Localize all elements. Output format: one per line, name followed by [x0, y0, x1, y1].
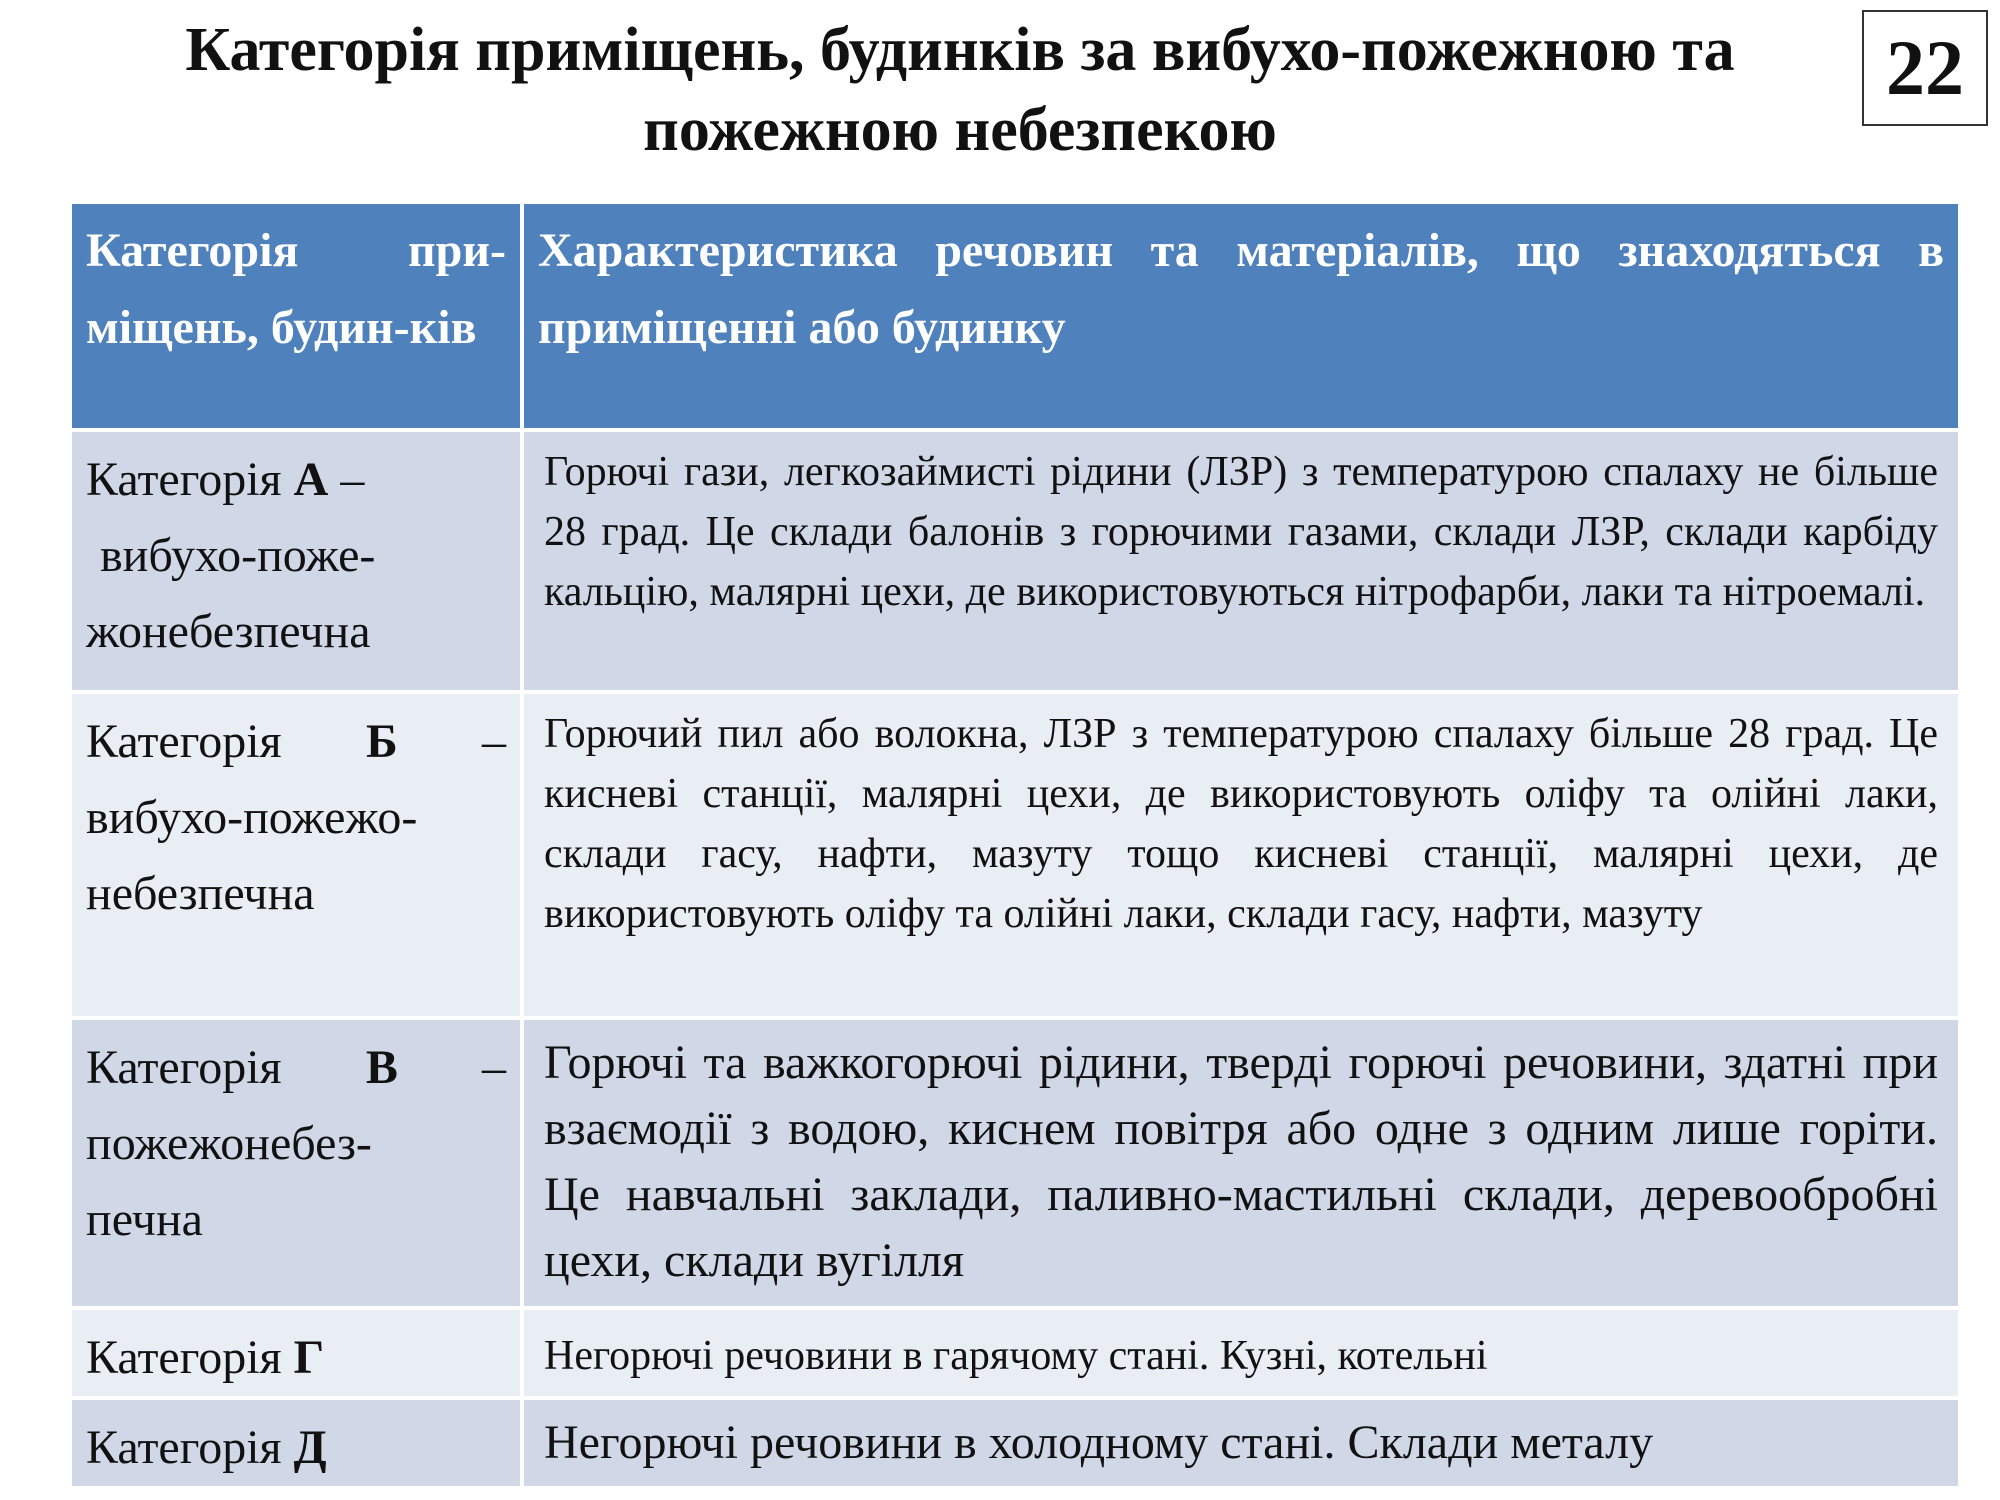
- category-letter: В: [365, 1041, 398, 1094]
- table-row: [70, 1308, 1960, 1398]
- category-cell: [70, 430, 522, 692]
- table-row: [70, 1018, 1960, 1308]
- category-prefix: Категорія: [86, 715, 282, 768]
- table-row: [70, 1398, 1960, 1488]
- category-line: пожежонебез-: [86, 1117, 372, 1170]
- category-prefix: Категорія: [86, 1421, 282, 1474]
- category-dash: –: [482, 715, 506, 768]
- header-characteristic: Характеристика речовин та матеріалів, що знаходяться в приміщенні або будинку: [522, 202, 1960, 430]
- slide-number: 22: [1862, 10, 1988, 126]
- category-dash: –: [340, 453, 365, 506]
- table-header-row: [70, 202, 1960, 430]
- table-row: [70, 430, 1960, 692]
- category-line: вибухо-пожежо-: [86, 791, 418, 844]
- category-letter: А: [293, 453, 329, 506]
- description-cell: Негорючі речовини в гарячому стані. Кузні, котельні: [522, 1308, 1960, 1398]
- category-line: жонебезпечна: [86, 605, 371, 658]
- table-row: [70, 692, 1960, 1018]
- category-letter: Б: [365, 715, 398, 768]
- category-cell: [70, 1398, 522, 1488]
- description-cell: Горючі гази, легкозаймисті рідини (ЛЗР) з температурою спалаху не більше 28 град. Це склади балонів з горючими газами, склади ЛЗР, склади карбіду кальцію, малярні цехи, де використовуються нітрофарби, лаки та нітроемалі.: [522, 430, 1960, 692]
- category-prefix: Категорія: [86, 1331, 282, 1384]
- description-cell: Горючі та важкогорючі рідини, тверді горючі речовини, здатні при взаємодії з водою, киснем повітря або одне з одним лише горіти. Це навчальні заклади, паливно-мастильні склади, деревообробні цехи, склади вугілля: [522, 1018, 1960, 1308]
- category-prefix: Категорія: [86, 453, 282, 506]
- category-letter: Г: [293, 1331, 325, 1384]
- page-title: Категорія приміщень, будинків за вибухо-пожежною та пожежною небезпекою: [185, 16, 1735, 164]
- category-prefix: Категорія: [86, 1041, 282, 1094]
- category-line: печна: [86, 1193, 203, 1246]
- category-cell: [70, 1308, 522, 1398]
- header-category: Категорія при-міщень, будин-ків: [70, 202, 522, 430]
- description-cell: Горючий пил або волокна, ЛЗР з температурою спалаху більше 28 град. Це кисневі станції, малярні цехи, де використовують оліфу та олійні лаки, склади гасу, нафти, мазуту тощо кисневі станції, малярні цехи, де використовують оліфу та олійні лаки, склади гасу, нафти, мазуту: [522, 692, 1960, 1018]
- category-table: [68, 200, 1962, 1490]
- category-dash: –: [482, 1041, 506, 1094]
- category-cell: [70, 1018, 522, 1308]
- category-cell: [70, 692, 522, 1018]
- description-cell: Негорючі речовини в холодному стані. Склади металу: [522, 1398, 1960, 1488]
- category-line: вибухо-поже-: [100, 529, 376, 582]
- category-line: небезпечна: [86, 867, 315, 920]
- category-letter: Д: [293, 1421, 327, 1474]
